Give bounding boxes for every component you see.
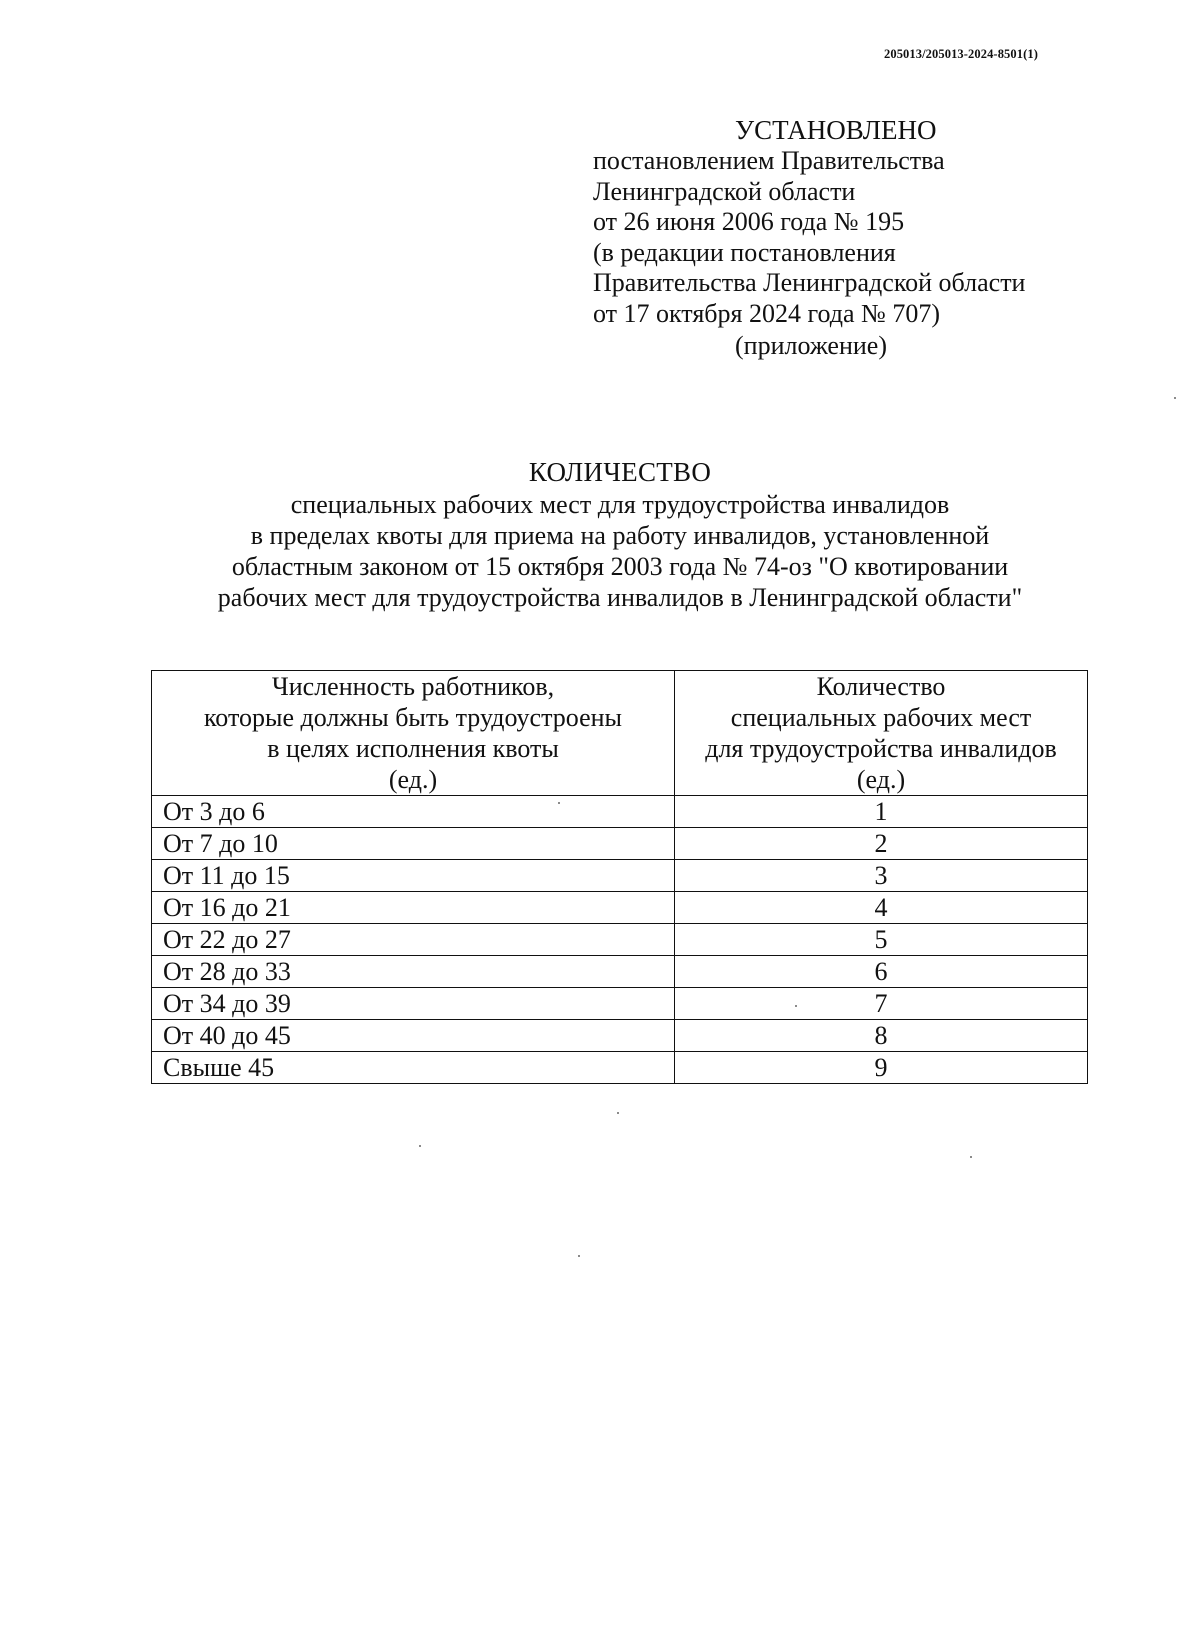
subtitle-line: специальных рабочих мест для трудоустройства инвалидов [290,490,950,519]
approval-line: постановлением Правительства [593,146,945,175]
approval-line: Правительства Ленинградской области [593,268,1026,297]
approval-note: (приложение) [735,331,888,360]
range-cell: От 16 до 21 [152,892,675,924]
range-cell: От 3 до 6 [152,796,675,828]
quota-table [151,670,1088,1084]
header-line: в целях исполнения квоты [267,734,559,763]
document-title: КОЛИЧЕСТВО [528,457,712,487]
document-title-block [0,455,1200,613]
subtitle-line: в пределах квоты для приема на работу инвалидов, установленной [250,521,990,550]
count-cell: 7 [675,988,1088,1020]
header-line: для трудоустройства инвалидов [705,734,1057,763]
table-row [152,860,1088,892]
approval-block [593,146,1113,329]
header-employees-count [152,671,675,796]
table-row [152,1020,1088,1052]
count-cell: 6 [675,956,1088,988]
subtitle-line: рабочих мест для трудоустройства инвалидов в Ленинградской области" [217,583,1023,612]
scan-speck [795,1005,797,1007]
range-cell: От 7 до 10 [152,828,675,860]
document-code: 205013/205013-2024-8501(1) [884,47,1038,61]
scan-speck [617,1112,619,1114]
range-cell: От 28 до 33 [152,956,675,988]
count-cell: 5 [675,924,1088,956]
header-line: специальных рабочих мест [730,703,1032,732]
range-cell: От 22 до 27 [152,924,675,956]
scan-speck [970,1156,972,1158]
count-cell: 8 [675,1020,1088,1052]
table-row [152,892,1088,924]
approval-line: Ленинградской области [593,176,856,206]
scan-speck [419,1145,421,1147]
count-cell: 1 [675,796,1088,828]
table-row [152,988,1088,1020]
count-cell: 9 [675,1052,1088,1084]
approval-line: (в редакции постановления [593,237,896,267]
scan-speck [1174,397,1176,399]
count-cell: 4 [675,892,1088,924]
header-line: которые должны быть трудоустроены [203,703,623,732]
approval-line: от 26 июня 2006 года № 195 [593,207,905,236]
count-cell: 3 [675,860,1088,892]
header-line: Численность работников, [271,672,555,701]
header-line: Количество [816,672,946,701]
range-cell: От 34 до 39 [152,988,675,1020]
scan-speck [558,802,560,804]
range-cell: От 40 до 45 [152,1020,675,1052]
approval-heading: УСТАНОВЛЕНО [735,115,937,145]
range-cell: Свыше 45 [152,1052,675,1084]
scan-speck [578,1255,580,1257]
table-header-row [152,671,1088,796]
document-subtitle [0,489,1200,613]
table-row [152,796,1088,828]
table-row [152,1052,1088,1084]
approval-line: от 17 октября 2024 года № 707) [593,298,940,328]
subtitle-line: областным законом от 15 октября 2003 года № 74-оз "О квотировании [231,552,1009,581]
range-cell: От 11 до 15 [152,860,675,892]
header-line: (ед.) [856,765,906,794]
table-row [152,924,1088,956]
header-line: (ед.) [388,765,438,794]
header-special-workplaces [675,671,1088,796]
table-row [152,828,1088,860]
table-row [152,956,1088,988]
count-cell: 2 [675,828,1088,860]
